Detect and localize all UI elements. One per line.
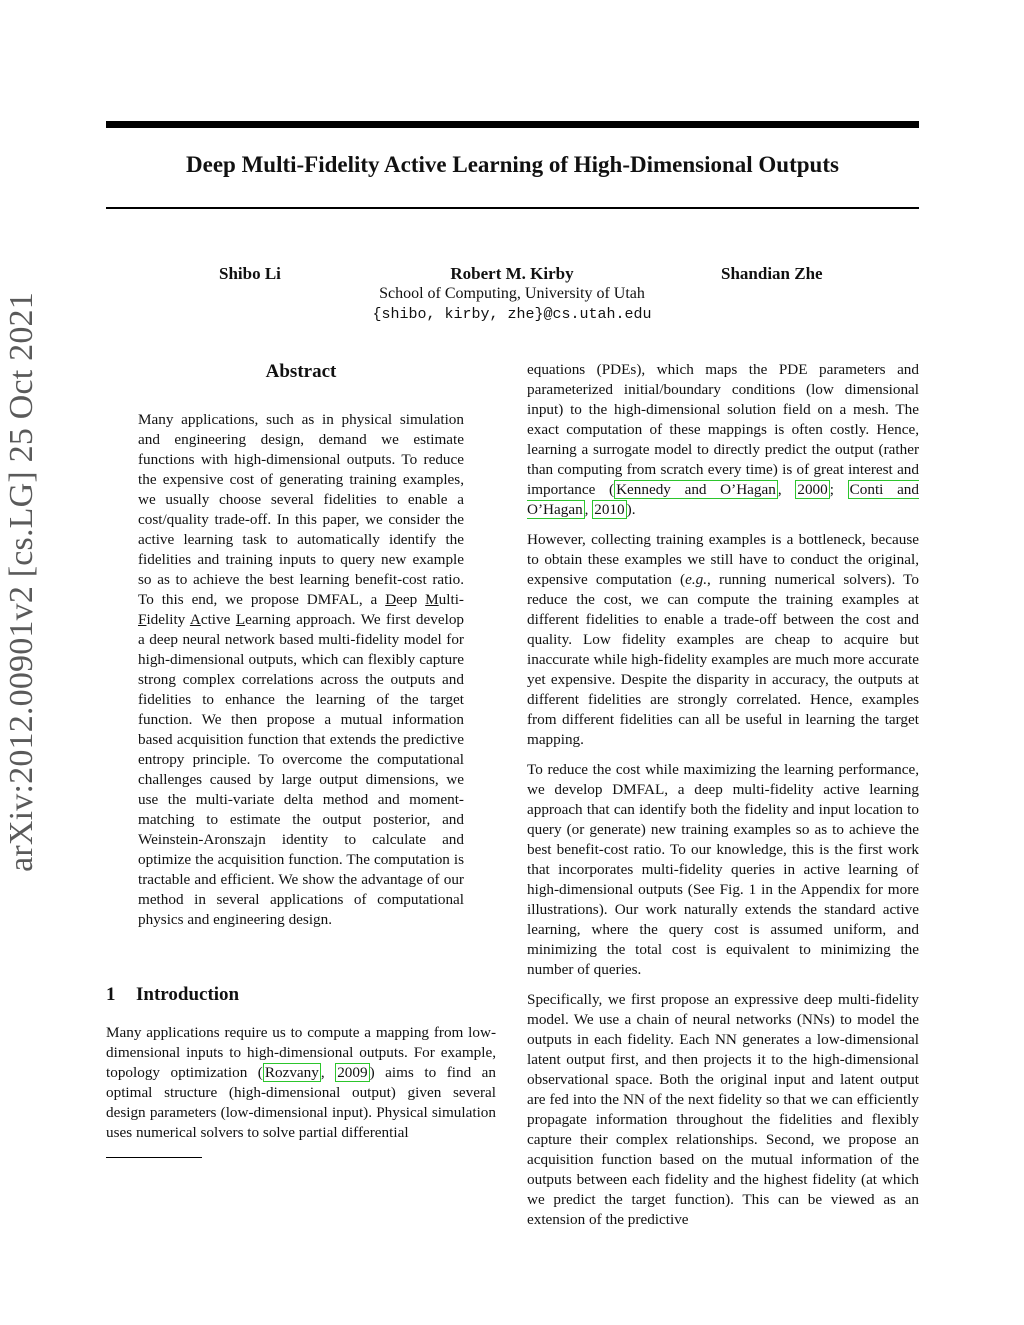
acronym-letter-f: F — [138, 611, 147, 628]
arxiv-id: arXiv:2012.00901v2 [cs.LG] 25 Oct 2021 — [3, 292, 40, 872]
paragraph-specifically: Specifically, we first propose an expressive deep multi-fidelity model. We use a chain of neural networks (NNs) to model the outputs in each fidelity. Each NN generates a low-dimensional latent output first, and then projects it to the high-dimensional observational space. Both the original input and latent output are fed into the NN of the next fidelity so that we can efficiently propagate information throughout the fidelities and flexibly capture their complex relationships. Second, we propose an acquisition function based on the mutual information of the outputs between each fidelity and the highest fidelity (at which we predict the target function). This can be viewed as an extension of the predictive — [527, 991, 919, 1228]
intro-paragraph: Many applications require us to compute a mapping from low-dimensional inputs to high-dimensional outputs. For example, topology optimization ( Rozvany , 2009 ) aims to find an optimal structure (high-dimensional output) given several design parameters (low-dimensional input). Physical simulation uses numerical solvers to solve partial differential — [106, 1024, 497, 1141]
citation-conti-year[interactable]: 2010 — [594, 501, 625, 518]
intro-heading — [106, 983, 496, 1007]
right-column — [527, 360, 919, 1240]
citation-rozvany-author[interactable]: Rozvany — [264, 1064, 319, 1081]
acronym-letter-d: D — [385, 591, 397, 608]
acronym-letter-l: L — [235, 611, 246, 628]
abstract-heading: Abstract — [265, 361, 337, 382]
acronym-letter-a: A — [189, 611, 201, 628]
title-bottom-rule — [106, 207, 919, 209]
footnote-rule — [106, 1157, 202, 1158]
title-top-rule — [106, 121, 919, 128]
author-2: Robert M. Kirby — [450, 264, 574, 283]
author-1: Shibo Li — [219, 264, 281, 283]
citation-kennedy-author[interactable]: Kennedy and O’Hagan — [616, 481, 776, 498]
paragraph-pdes: equations (PDEs), which maps the PDE parameters and parameterized initial/boundary conditions (low dimensional input) to the high-dimensional solution field on a mesh. The exact computation of these mappings is often costly. Hence, learning a surrogate model to directly predict the output (rather than computing from scratch every time) is of great interest and importance ( Kennedy and O’Hagan , 2000 ; Conti and O’Hagan , 2010 ). — [527, 361, 919, 518]
abstract-body: Many applications, such as in physical simulation and engineering design, demand we estimate functions with high-dimensional outputs. To reduce the expensive cost of generating training examples, we usually choose several fidelities to enable a cost/quality trade-off. In this paper, we consider the active learning task to automatically identify the fidelities and training inputs to query new example so as to achieve the best learning benefit-cost ratio. To this end, we propose DMFAL, a Deep Multi-Fidelity Active Learning approach. We first develop a deep neural network based multi-fidelity model for high-dimensional outputs, which can flexibly capture strong complex correlations across the outputs and fidelities to enhance the learning of the target function. We then propose a mutual information based acquisition function that extends the predictive entropy principle. To overcome the computational challenges caused by large output dimensions, we use the multi-variate delta method and moment-matching to estimate the output posterior, and Weinstein-Aronszajn identity to calculate and optimize the acquisition function. The computation is tractable and efficient. We show the advantage of our method in several applications of computational physics and engineering design. — [138, 411, 465, 928]
section-title: Introduction — [136, 984, 240, 1005]
affiliation: School of Computing, University of Utah — [379, 285, 645, 302]
citation-kennedy-year[interactable]: 2000 — [797, 481, 828, 498]
author-emails: {shibo, kirby, zhe}@cs.utah.edu — [372, 306, 652, 323]
arxiv-sidebar-label — [0, 291, 44, 873]
section-number: 1 — [106, 984, 116, 1005]
acronym-letter-m: M — [425, 591, 439, 608]
paragraph-bottleneck: However, collecting training examples is a bottleneck, because to obtain these examples we still have to conduct the original, expensive computation (e.g., running numerical solvers). To reduce the cost, we can compute the training examples at different fidelities to enable a trade-off between the cost and quality. Low fidelity examples are cheap to acquire but inaccurate while high-fidelity examples are much more accurate yet expensive. Despite the disparity in accuracy, the outputs at different fidelities are strongly correlated. Hence, examples from different fidelities can all be useful in learning the target mapping. — [527, 531, 919, 748]
citation-rozvany-year[interactable]: 2009 — [337, 1064, 368, 1081]
paper-title: Deep Multi-Fidelity Active Learning of High-Dimensional Outputs — [186, 152, 839, 177]
author-3: Shandian Zhe — [721, 264, 823, 283]
paragraph-dmfal: To reduce the cost while maximizing the learning performance, we develop DMFAL, a deep multi-fidelity active learning approach that can identify both the fidelity and input location to query (or generate) new training examples so as to achieve the best benefit-cost ratio. To our knowledge, this is the first work that incorporates multi-fidelity queries in active learning of high-dimensional outputs (See Fig. 1 in the Appendix for more illustrations). Our work naturally extends the standard active learning, where the query cost is assumed uniform, and minimizing the total cost is equivalent to minimizing the number of queries. — [527, 761, 919, 978]
citation-conti-author[interactable]: Conti and O’Hagan — [527, 481, 919, 518]
